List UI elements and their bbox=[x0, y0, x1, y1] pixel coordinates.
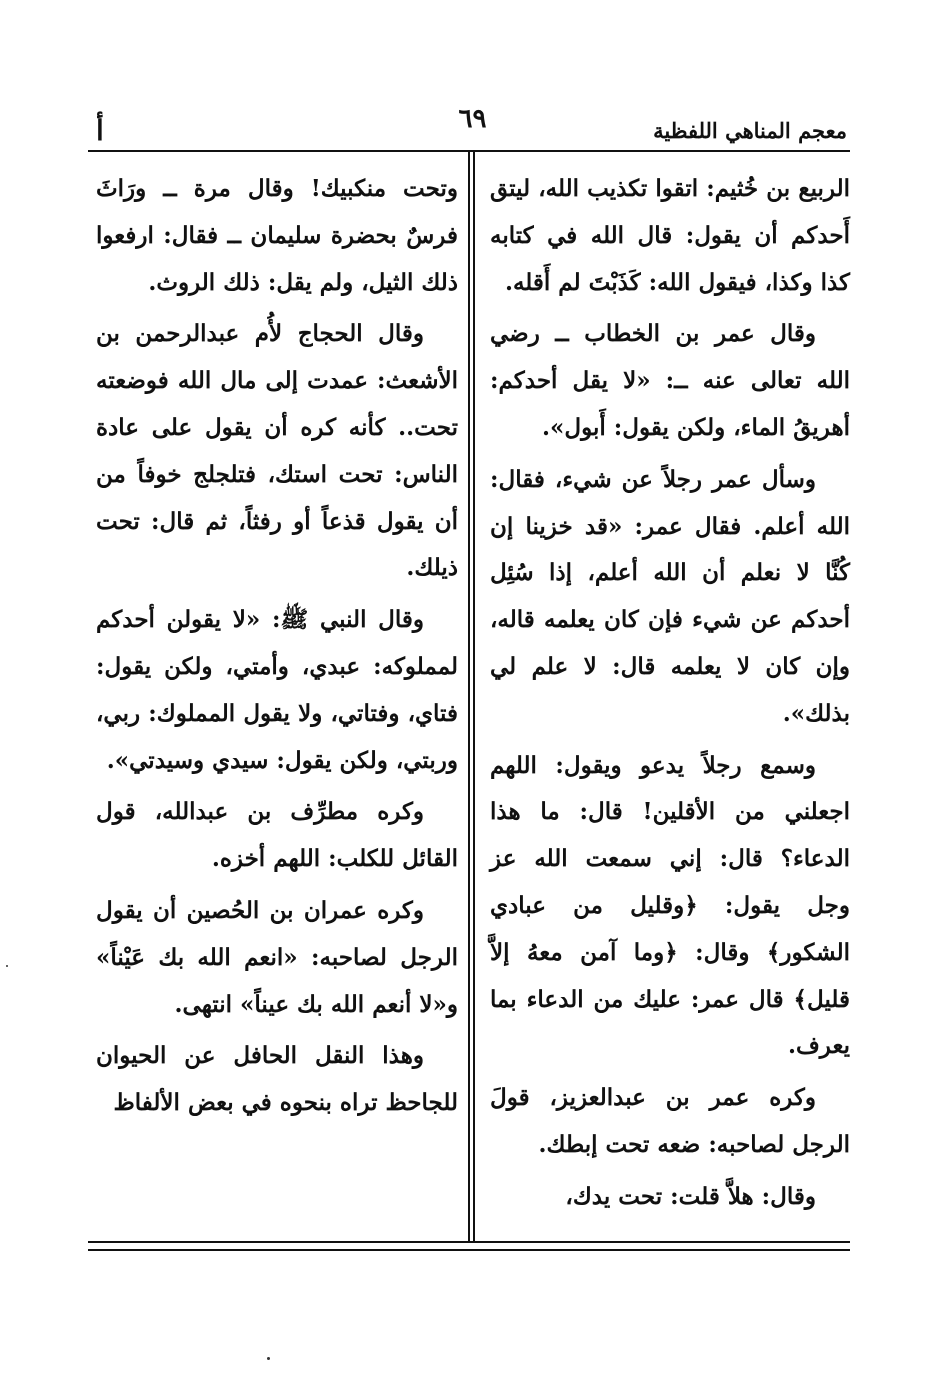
paragraph: وتحت منكبيك! وقال مرة ــ ورَاثَ فرسٌ بحضرة سليمان ــ فقال: ارفعوا ذلك الثيل، ولم يقل: ذلك الروث. bbox=[96, 175, 458, 296]
paragraph: وكره عمران بن الحُصين أن يقول الرجل لصاحبه: «انعم الله بك عَيْناً» و«لا أنعم الله بك عيناً» انتهى. bbox=[96, 896, 458, 1018]
paragraph: وكره عمر بن عبدالعزيز، قولَ الرجل لصاحبه: ضعه تحت إبطك. bbox=[490, 1084, 850, 1158]
paragraph: وهذا النقل الحافل عن الحيوان للجاحظ تراه بنحوه في بعض الألفاظ bbox=[96, 1042, 458, 1117]
scan-speck bbox=[267, 1357, 270, 1360]
paragraph: وسأل عمر رجلاً عن شيء، فقال: الله أعلم. فقال عمر: «قد خزينا إن كُنَّا لا نعلم أن الله أعلم، إذا سُئِل أحدكم عن شيء فإن كان يعلمه قاله، وإن كان لا يعلمه قال: لا علم لي بذلك». bbox=[490, 465, 850, 727]
paragraph: وسمع رجلاً يدعو ويقول: اللهم اجعلني من الأقلين! قال: ما هذا الدعاء؟ قال: إني سمعت الله عز وجل يقول: ﴿وقليل من عبادي الشكور﴾ وقال: ﴿وما آمن معهُ إلاَّ قليل﴾ قال عمر: عليك من الدعاء بما يعرف. bbox=[490, 751, 850, 1060]
paragraph: وكره مطرِّف بن عبدالله، قول القائل للكلب: اللهم أخزه. bbox=[96, 798, 458, 873]
left-column bbox=[96, 166, 458, 1132]
paragraph: وقال عمر بن الخطاب ــ رضي الله تعالى عنه ــ: «لا يقل أحدكم: أهريقُ الماء، ولكن يقول: أَبول». bbox=[490, 320, 850, 441]
section-letter: أ bbox=[96, 114, 104, 147]
paragraph: وقال الحجاج لأُم عبدالرحمن بن الأشعث: عمدت إلى مال الله فوضعته تحت.. كأنه كره أن يقول على عادة الناس: تحت استك، فتلجلج خوفاً من أن يقول قذعاً أو رفثاً، ثم قال: تحت ذيلك. bbox=[96, 320, 458, 582]
column-divider-inner bbox=[473, 150, 475, 1242]
scan-speck bbox=[6, 965, 8, 967]
paragraph: وقال النبي ﷺ: «لا يقولن أحدكم لمملوكه: عبدي، وأمتي، ولكن يقول: فتاي، وفتاتي، ولا يقول المملوك: ربي، وربتي، ولكن يقول: سيدي وسيدتي». bbox=[96, 606, 458, 774]
footer-rule-bottom bbox=[88, 1249, 850, 1251]
footer-rule-top bbox=[88, 1241, 850, 1243]
right-column bbox=[490, 166, 850, 1226]
paragraph: وقال: هلاَّ قلت: تحت يدك، bbox=[565, 1182, 816, 1210]
page-number: ٦٩ bbox=[458, 104, 487, 134]
paragraph: الربيع بن خُثيم: اتقوا تكذيب الله، ليتق أَحدكم أن يقول: قال الله في كتابه كذا وكذا، فيقول الله: كَذَبْتَ لم أَقله. bbox=[490, 175, 850, 296]
column-divider bbox=[468, 150, 470, 1242]
running-header-title: معجم المناهي اللفظية bbox=[653, 118, 847, 143]
